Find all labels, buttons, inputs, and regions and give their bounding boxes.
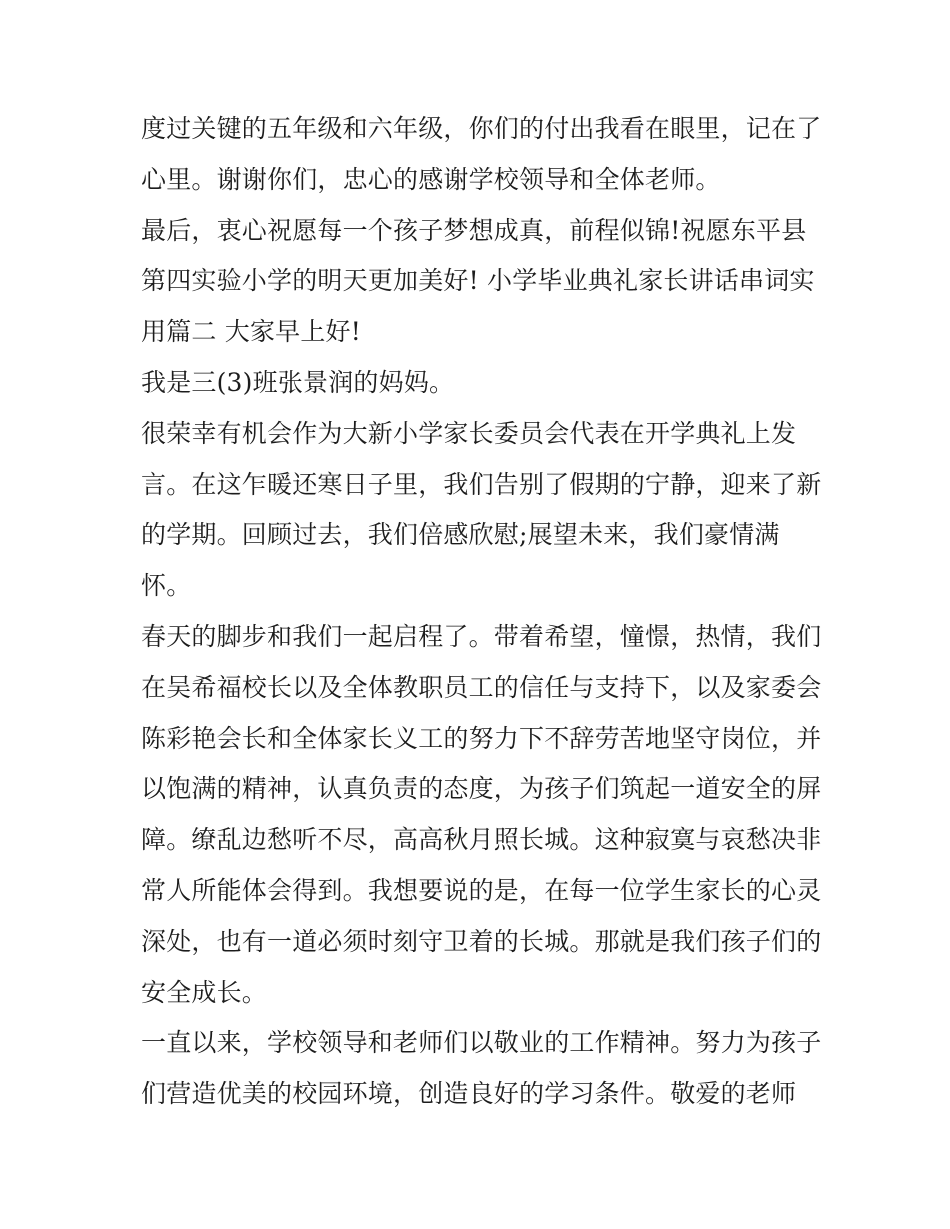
text-line: 怀。 bbox=[141, 571, 192, 601]
text-line: 在吴希福校长以及全体教职员工的信任与支持下，以及家委会 bbox=[141, 672, 822, 702]
text-line: 障。缭乱边愁听不尽，高高秋月照长城。这种寂寞与哀愁决非 bbox=[141, 825, 822, 855]
text-line: 以饱满的精神，认真负责的态度，为孩子们筑起一道安全的屏 bbox=[141, 774, 822, 804]
text-line: 的学期。回顾过去，我们倍感欣慰;展望未来，我们豪情满 bbox=[141, 520, 780, 550]
text-line: 用篇二 大家早上好! bbox=[141, 317, 361, 347]
text-line: 心里。谢谢你们，忠心的感谢学校领导和全体老师。 bbox=[141, 164, 721, 194]
text-line: 第四实验小学的明天更加美好! 小学毕业典礼家长讲话串词实 bbox=[141, 266, 815, 296]
text-line: 春天的脚步和我们一起启程了。带着希望，憧憬，热情，我们 bbox=[141, 621, 822, 651]
document-body bbox=[141, 104, 821, 1120]
text-line: 最后，衷心祝愿每一个孩子梦想成真，前程似锦!祝愿东平县 bbox=[141, 215, 807, 245]
text-line: 陈彩艳会长和全体家长义工的努力下不辞劳苦地坚守岗位，并 bbox=[141, 723, 822, 753]
text-line: 度过关键的五年级和六年级，你们的付出我看在眼里，记在了 bbox=[141, 114, 822, 143]
text-line: 们营造优美的校园环境，创造良好的学习条件。敬爱的老师 bbox=[141, 1079, 797, 1109]
text-line: 一直以来，学校领导和老师们以敬业的工作精神。努力为孩子 bbox=[141, 1028, 822, 1058]
text-line: 深处，也有一道必须时刻守卫着的长城。那就是我们孩子们的 bbox=[141, 926, 822, 956]
text-line: 言。在这乍暖还寒日子里，我们告别了假期的宁静，迎来了新 bbox=[141, 469, 822, 499]
text-line: 常人所能体会得到。我想要说的是，在每一位学生家长的心灵 bbox=[141, 875, 822, 905]
text-line: 很荣幸有机会作为大新小学家长委员会代表在开学典礼上发 bbox=[141, 418, 797, 448]
text-line: 安全成长。 bbox=[141, 977, 268, 1007]
text-line: 我是三(3)班张景润的妈妈。 bbox=[141, 367, 455, 397]
